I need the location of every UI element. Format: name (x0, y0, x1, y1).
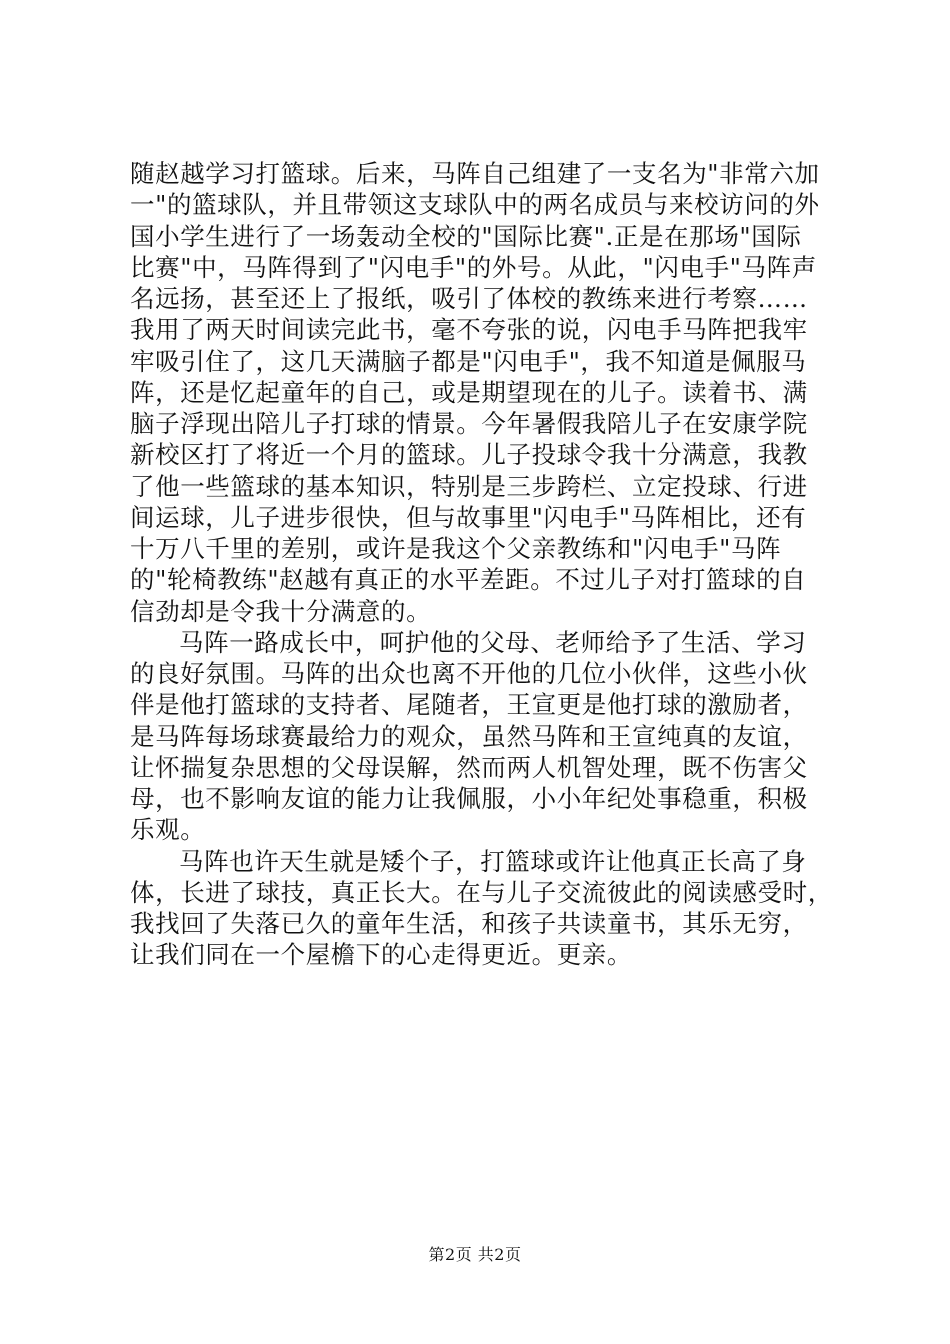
text-line: 让怀揣复杂思想的父母误解，然而两人机智处理，既不伤害父 (130, 752, 808, 782)
text-line: 我找回了失落已久的童年生活，和孩子共读童书，其乐无穷， (130, 909, 808, 938)
text-line: 间运球，儿子进步很快，但与故事里"闪电手"马阵相比，还有 (130, 502, 807, 532)
text-line: 信劲却是令我十分满意的。 (130, 596, 432, 626)
text-line: 母，也不影响友谊的能力让我佩服，小小年纪处事稳重，积极 (130, 784, 808, 813)
text-line: 名远扬，甚至还上了报纸，吸引了体校的教练来进行考察…… (130, 284, 808, 313)
text-line: 乐观。 (130, 815, 206, 845)
paragraph-first-line: 马阵也许天生就是矮个子，打篮球或许让他真正长高了身 (179, 846, 807, 876)
text-line: 的良好氛围。马阵的出众也离不开他的几位小伙伴，这些小伙 (130, 659, 808, 688)
text-line: 国小学生进行了一场轰动全校的"国际比赛".正是在那场"国际 (130, 221, 802, 251)
page-number-footer: 第2页 共2页 (428, 1245, 522, 1264)
text-line: 我用了两天时间读完此书，毫不夸张的说，闪电手马阵把我牢 (130, 315, 808, 345)
text-line: 让我们同在一个屋檐下的心走得更近。更亲。 (130, 940, 632, 970)
text-line: 新校区打了将近一个月的篮球。儿子投球令我十分满意，我教 (130, 440, 808, 470)
text-line: 牢吸引住了，这几天满脑子都是"闪电手"，我不知道是佩服马 (130, 346, 807, 376)
text-line: 一"的篮球队，并且带领这支球队中的两名成员与来校访问的外 (130, 190, 820, 220)
document-body (130, 158, 833, 971)
text-line: 十万八千里的差别，或许是我这个父亲教练和"闪电手"马阵 (130, 534, 782, 563)
text-line: 阵，还是忆起童年的自己，或是期望现在的儿子。读着书、满 (130, 377, 808, 407)
text-line: 脑子浮现出陪儿子打球的情景。今年暑假我陪儿子在安康学院 (130, 409, 808, 438)
text-line: 体，长进了球技，真正长大。在与儿子交流彼此的阅读感受时， (130, 877, 833, 907)
text-line: 随赵越学习打篮球。后来，马阵自己组建了一支名为"非常六加 (130, 159, 820, 188)
text-line: 的"轮椅教练"赵越有真正的水平差距。不过儿子对打篮球的自 (130, 565, 807, 595)
text-line: 是马阵每场球赛最给力的观众，虽然马阵和王宣纯真的友谊， (130, 721, 808, 751)
paragraph-first-line: 马阵一路成长中，呵护他的父母、老师给予了生活、学习 (179, 627, 807, 657)
text-line: 伴是他打篮球的支持者、尾随者，王宣更是他打球的激励者， (130, 690, 808, 720)
text-line: 了他一些篮球的基本知识，特别是三步跨栏、立定投球、行进 (130, 471, 808, 501)
text-line: 比赛"中，马阵得到了"闪电手"的外号。从此，"闪电手"马阵声 (130, 252, 817, 282)
